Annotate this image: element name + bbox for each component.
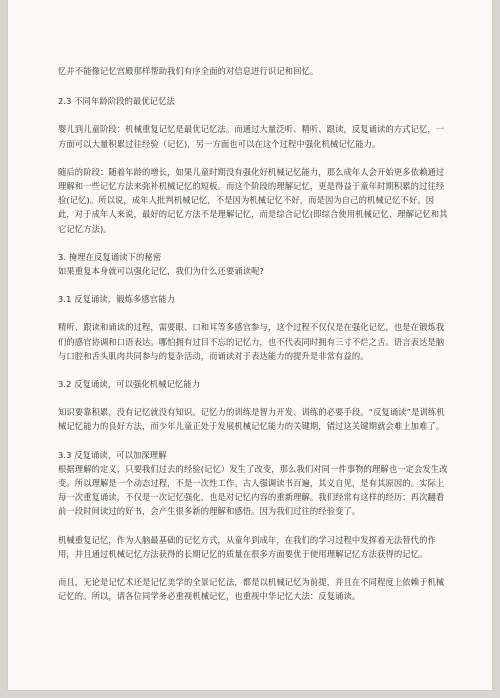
spacer [58, 519, 450, 533]
paragraph: 婴儿到儿童阶段：机械重复记忆是最优记忆法。而通过大量泛听、精听、跟读，反复诵读的方式记忆，一方面可以大量积累过往经验（记忆)，另一方面也可以在这个过程中强化机械记忆能力。 [58, 124, 445, 149]
spacer [58, 236, 450, 250]
paragraph: 精听、跟读和诵读的过程，需要眼、口和耳等多感官参与，这个过程不仅仅是在强化记忆，也是在锻炼我们的感官协调和口语表达。哪怕拥有过目不忘的记忆力，也不代表同时拥有三寸不烂之舌。语言表达是脑与口腔和舌头肌肉共同参与的复杂活动，而诵读对于表达能力的提升是非常有益的。 [58, 322, 445, 361]
document-page [8, 0, 492, 690]
section-heading: 3.1 反复诵读，锻炼多感官能力 [58, 294, 175, 305]
spacer [58, 306, 450, 320]
spacer [58, 151, 450, 165]
spacer [58, 363, 450, 377]
section-heading: 3. 掩埋在反复诵读下的秘密 [58, 251, 162, 262]
spacer [58, 561, 450, 575]
spacer [58, 434, 450, 448]
spacer [58, 278, 450, 292]
section-heading: 3.3 反复诵读，可以加深理解 [58, 449, 167, 460]
paragraph: 知识要靠积累，没有记忆就没有知识。记忆力的训练是智力开发、训练的必要手段。“反复诵读”是训练机械记忆能力的良好方法，而少年儿童正处于发展机械记忆能力的关键期，错过这关键期就会难上加难了。 [58, 407, 445, 432]
paragraph: 随后的阶段：随着年龄的增长，如果儿童时期没有强化好机械记忆能力，那么成年人会开始更多依赖通过理解和一些记忆方法来弥补机械记忆的短板。而这个阶段的理解记忆，更是得益于童年时期积累的过往经验(记忆)。所以说，成年人批判机械记忆，不是因为机械记忆不好，而是因为自己的机械记忆不好。因此，对于成年人来说，最好的记忆方法不是理解记忆，而是综合记忆(即综合使用机械记忆、理解记忆和其它记忆方法)。 [58, 166, 448, 234]
spacer [58, 391, 450, 405]
paragraph: 如果重复本身就可以强化记忆，我们为什么还要诵读呢? [58, 266, 265, 277]
document-content [58, 64, 450, 603]
paragraph: 机械重复记忆，作为人脑最基础的记忆方式，从童年到成年，在我们的学习过程中发挥着无法替代的作用，并且通过机械记忆方法获得的长期记忆的质量在很多方面要优于使用理解记忆方法获得的记忆。 [58, 534, 436, 559]
section-heading: 3.2 反复诵读，可以强化机械记忆能力 [58, 379, 201, 390]
section-heading: 2.3 不同年龄阶段的最优记忆法 [58, 96, 175, 107]
paragraph: 根据理解的定义，只要我们过去的经验(记忆）发生了改变，那么我们对同一件事物的理解也一定会发生改变。所以理解是一个动态过程，不是一次性工作。古人强调读书百遍，其义自见，是有其原因的。实际上每一次重复诵读，不仅是一次记忆强化，也是对记忆内容的重新理解。我们经常有这样的经历：再次翻看前一段时间读过的好书，会产生很多新的理解和感悟。因为我们过往的经验变了。 [58, 463, 448, 517]
spacer [58, 78, 450, 94]
spacer [58, 108, 450, 122]
paragraph: 而且，无论是记忆术还是记忆美学的全景记忆法，都是以机械记忆为前提，并且在不同程度上依赖于机械记忆的。所以，请各位同学务必重视机械记忆，也重视中华记忆大法：反复诵读。 [58, 577, 445, 602]
paragraph: 忆并不能像记忆宫殿那样帮助我们有序全面的对信息进行识记和回忆。 [58, 66, 319, 76]
